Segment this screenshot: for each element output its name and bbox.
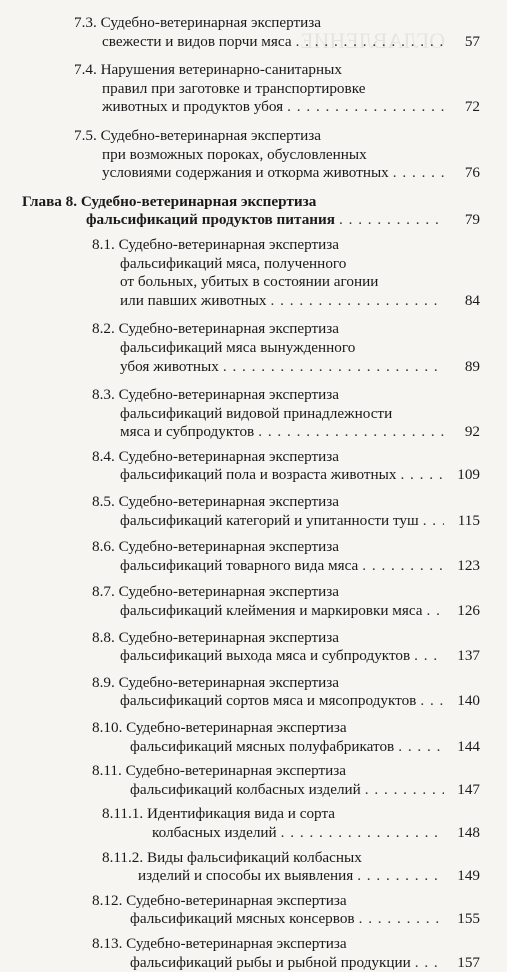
entry-line: животных и продуктов убоя xyxy=(102,98,284,116)
toc-entry-8-7 xyxy=(92,583,480,620)
page-number: 79 xyxy=(464,211,480,229)
page-number: 148 xyxy=(457,823,480,841)
page-number: 149 xyxy=(457,867,480,885)
dot-leader xyxy=(420,692,444,711)
entry-line: Судебно-ветеринарная экспертиза xyxy=(126,891,347,909)
entry-line: фальсификаций клеймения и маркировки мяса xyxy=(120,602,423,620)
entry-line: фальсификаций сортов мяса и мясопродуктов xyxy=(120,692,417,710)
entry-line: фальсификаций видовой принадлежности xyxy=(120,404,393,422)
entry-line: фальсификаций мясных полуфабрикатов xyxy=(130,737,395,755)
page-number: 155 xyxy=(457,910,480,928)
toc-entry-8-8 xyxy=(92,629,480,666)
entry-line: фальсификаций мяса, полученного xyxy=(120,254,347,272)
entry-line: изделий и способы их выявления xyxy=(138,867,354,885)
dot-leader xyxy=(281,824,444,843)
dot-leader xyxy=(415,954,444,972)
entry-number: 8.1. xyxy=(92,235,115,253)
entry-line: фальсификаций категорий и упитанности туш xyxy=(120,511,419,529)
entry-number: 8.11. xyxy=(92,762,122,780)
toc-entry-8-6 xyxy=(92,538,480,575)
toc-entry-8-11-2 xyxy=(102,849,480,886)
page-number: 157 xyxy=(457,953,480,971)
dot-leader xyxy=(223,358,444,377)
entry-line: Идентификация вида и сорта xyxy=(147,805,336,823)
toc-entry-8-9 xyxy=(92,674,480,711)
entry-number: 8.9. xyxy=(92,673,115,691)
entry-line: Судебно-ветеринарная экспертиза xyxy=(118,447,340,465)
entry-line: фальсификаций мясных консервов xyxy=(130,910,355,928)
entry-number: 8.13. xyxy=(92,934,123,952)
page-number: 76 xyxy=(464,164,480,182)
toc-entry-8-11-1 xyxy=(102,805,480,842)
entry-line: Нарушения ветеринарно-санитарных xyxy=(100,61,342,79)
toc-entry-8-12 xyxy=(92,892,480,929)
entry-number: 8.3. xyxy=(92,386,115,404)
entry-line: Судебно-ветеринарная экспертиза xyxy=(118,320,340,338)
toc-entry-8-13 xyxy=(92,935,480,972)
entry-number: 8.6. xyxy=(92,538,115,556)
entry-number: 8.5. xyxy=(92,493,115,511)
page-number: 115 xyxy=(457,511,480,529)
entry-line: Судебно-ветеринарная экспертиза xyxy=(100,126,322,144)
entry-number: 8.10. xyxy=(92,719,123,736)
chapter-title-line: фальсификаций продуктов питания xyxy=(86,211,336,229)
bleed-through: ОГЛАВЛЕНИЕ xyxy=(300,28,446,53)
page-number: 92 xyxy=(464,423,480,441)
entry-line: условиями содержания и откорма животных xyxy=(102,164,389,182)
entry-line: колбасных изделий xyxy=(152,823,277,841)
entry-number: 8.11.1. xyxy=(102,805,144,823)
page-number: 72 xyxy=(464,98,480,116)
entry-line: фальсификаций пола и возраста животных xyxy=(120,466,397,484)
toc-entry-8-11 xyxy=(92,762,480,799)
entry-line: от больных, убитых в состоянии агонии xyxy=(120,273,379,291)
page-number: 89 xyxy=(464,357,480,375)
entry-line: Судебно-ветеринарная экспертиза xyxy=(100,14,322,31)
entry-line: при возможных пороках, обусловленных xyxy=(102,145,367,163)
dot-leader xyxy=(362,557,444,576)
toc-entry-8-5 xyxy=(92,493,480,530)
page-number: 126 xyxy=(457,602,480,620)
entry-line: свежести и видов порчи мяса xyxy=(102,32,292,50)
entry-line: фальсификаций рыбы и рыбной продукции xyxy=(130,953,411,971)
dot-leader xyxy=(271,292,444,311)
entry-number: 8.11.2. xyxy=(102,848,144,866)
entry-line: фальсификаций мяса вынужденного xyxy=(120,338,356,356)
entry-number: 7.3. xyxy=(74,14,97,31)
entry-line: Судебно-ветеринарная экспертиза xyxy=(118,583,340,601)
toc-entry-7-4 xyxy=(74,61,480,117)
entry-number: 8.8. xyxy=(92,628,115,646)
entry-line: правил при заготовке и транспортировке xyxy=(102,79,366,97)
entry-line: Судебно-ветеринарная экспертиза xyxy=(118,386,340,404)
dot-leader xyxy=(365,781,444,800)
entry-line: Судебно-ветеринарная экспертиза xyxy=(118,493,340,511)
entry-number: 7.4. xyxy=(74,61,97,79)
entry-line: Судебно-ветеринарная экспертиза xyxy=(118,538,340,556)
page-number: 57 xyxy=(464,32,480,50)
entry-line: Судебно-ветеринарная экспертиза xyxy=(118,673,340,691)
page-number: 147 xyxy=(457,780,480,798)
entry-number: 8.12. xyxy=(92,891,123,909)
entry-line: Судебно-ветеринарная экспертиза xyxy=(125,762,347,780)
entry-number: 8.2. xyxy=(92,320,115,338)
dot-leader xyxy=(339,211,444,230)
table-of-contents xyxy=(22,14,480,972)
dot-leader xyxy=(427,602,444,621)
page-number: 140 xyxy=(457,692,480,710)
dot-leader xyxy=(359,910,444,929)
entry-number: 8.4. xyxy=(92,447,115,465)
toc-entry-8-1 xyxy=(92,236,480,310)
toc-entry-8-2 xyxy=(92,320,480,376)
entry-line: Судебно-ветеринарная экспертиза xyxy=(126,934,347,952)
entry-line: убоя животных xyxy=(120,357,219,375)
dot-leader xyxy=(357,867,444,886)
entry-line: фальсификаций выхода мяса и субпродуктов xyxy=(120,647,411,665)
page-number: 109 xyxy=(457,466,480,484)
dot-leader xyxy=(400,466,444,485)
toc-entry-7-3 xyxy=(74,14,480,51)
toc-entry-7-5 xyxy=(74,127,480,183)
toc-chapter-8 xyxy=(22,193,480,230)
entry-line: фальсификаций товарного вида мяса xyxy=(120,556,359,574)
toc-entry-8-10 xyxy=(92,719,480,756)
page-number: 123 xyxy=(457,556,480,574)
dot-leader xyxy=(393,164,444,183)
entry-number: 7.5. xyxy=(74,126,97,144)
entry-line: Судебно-ветеринарная экспертиза xyxy=(126,719,347,736)
page-number: 144 xyxy=(457,737,480,755)
dot-leader xyxy=(258,423,444,442)
page-number: 84 xyxy=(464,291,480,309)
entry-line: мяса и субпродуктов xyxy=(120,423,255,441)
entry-line: фальсификаций колбасных изделий xyxy=(130,780,361,798)
dot-leader xyxy=(414,647,444,666)
entry-line: Судебно-ветеринарная экспертиза xyxy=(118,628,340,646)
entry-line: Судебно-ветеринарная экспертиза xyxy=(118,235,340,253)
toc-entry-8-4 xyxy=(92,448,480,485)
entry-number: 8.7. xyxy=(92,583,115,601)
dot-leader xyxy=(287,98,444,117)
dot-leader xyxy=(296,33,444,52)
toc-entry-8-3 xyxy=(92,386,480,442)
dot-leader xyxy=(423,512,444,531)
chapter-number: Глава 8. xyxy=(22,192,78,210)
entry-line: или павших животных xyxy=(120,291,267,309)
chapter-title-line: Судебно-ветеринарная экспертиза xyxy=(80,192,317,210)
page-number: 137 xyxy=(457,647,480,665)
entry-line: Виды фальсификаций колбасных xyxy=(147,848,362,866)
dot-leader xyxy=(398,738,444,757)
